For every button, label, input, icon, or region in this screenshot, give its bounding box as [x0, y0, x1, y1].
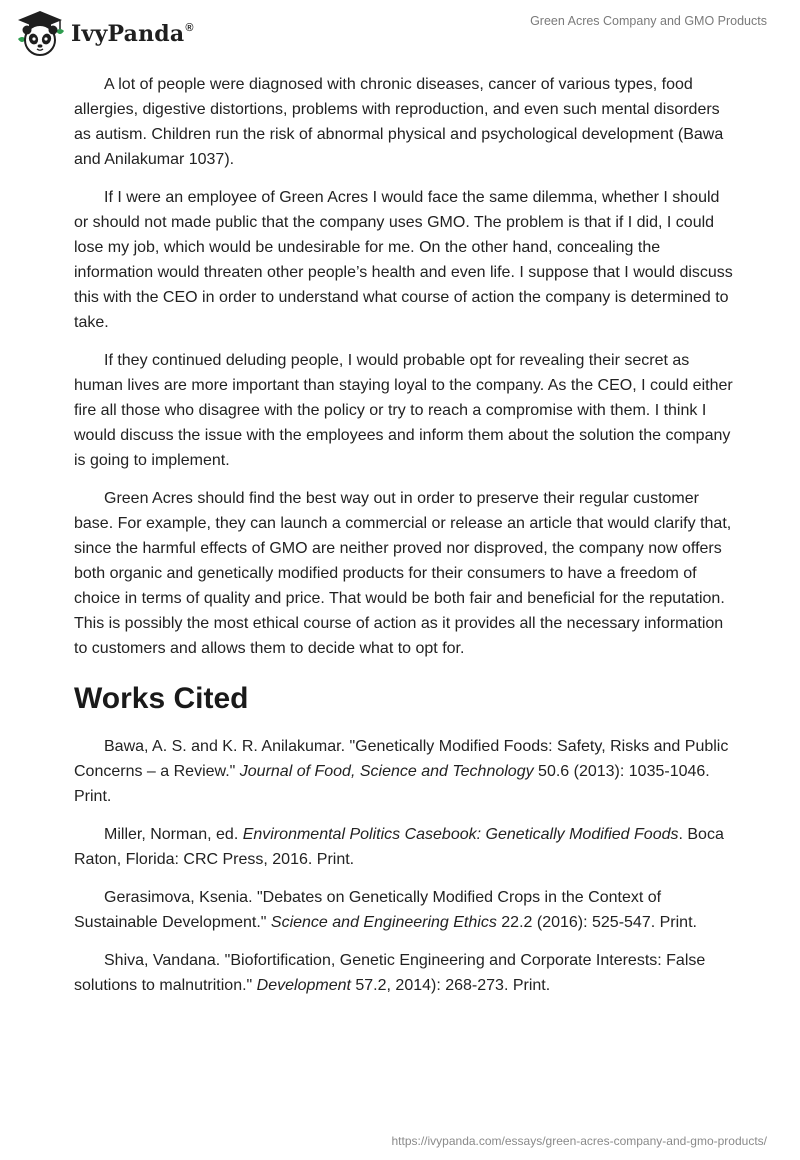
- ivypanda-logo[interactable]: [16, 9, 194, 57]
- citation-entry: [74, 822, 734, 872]
- page-header: [0, 0, 800, 60]
- essay-body: [74, 72, 734, 1011]
- citation-details: 57.2, 2014): 268-273. Print.: [350, 977, 551, 994]
- citation-text: Gerasimova, Ksenia. "Debates on Genetically Modified Crops in the Context of Sustainable Development.": [74, 889, 662, 931]
- citation-text: Miller, Norman, ed.: [104, 826, 243, 843]
- body-paragraph: If they continued deluding people, I would probable opt for revealing their secret as human lives are more important than staying loyal to the company. As the CEO, I could either fire all those who disagree with the policy or try to reach a compromise with them. I think I would discuss the issue with the employees and inform them about the solution the company is going to implement.: [74, 352, 733, 469]
- citation-source-title: Journal of Food, Science and Technology: [239, 763, 534, 780]
- citation-details: 50.6 (2013): 1035-1046. Print.: [74, 763, 710, 805]
- panda-graduate-icon: [16, 9, 64, 57]
- citation-details: . Boca Raton, Florida: CRC Press, 2016. Print.: [74, 826, 724, 868]
- citation-source-title: Science and Engineering Ethics: [270, 914, 497, 931]
- source-url[interactable]: https://ivypanda.com/essays/green-acres-company-and-gmo-products/: [391, 1134, 767, 1148]
- citation-details: 22.2 (2016): 525-547. Print.: [496, 914, 697, 931]
- brand-name: IvyPanda®: [71, 21, 194, 47]
- document-title: Green Acres Company and GMO Products: [530, 14, 767, 28]
- body-paragraph: Green Acres should find the best way out in order to preserve their regular customer base. For example, they can launch a commercial or release an article that would clarify that, since the harmful effects of GMO are neither proved nor disproved, the company now offers both organic and genetically modified products for their consumers to have a freedom of choice in terms of quality and price. That would be both fair and beneficial for the reputation. This is possibly the most ethical course of action as it provides all the necessary information to customers and allows them to decide what to opt for.: [74, 490, 732, 657]
- citation-text: Bawa, A. S. and K. R. Anilakumar. "Genetically Modified Foods: Safety, Risks and Public Concerns – a Review.": [74, 738, 729, 780]
- citation-source-title: Environmental Politics Casebook: Genetically Modified Foods: [242, 826, 679, 843]
- citation-entry: [74, 885, 734, 935]
- body-paragraph: A lot of people were diagnosed with chronic diseases, cancer of various types, food allergies, digestive distortions, problems with reproduction, and even such mental disorders as autism. Children run the risk of abnormal physical and psychological development (Bawa and Anilakumar 1037).: [74, 76, 724, 168]
- citation-entry: [74, 734, 734, 809]
- citation-source-title: Development: [256, 977, 351, 994]
- citation-text: Shiva, Vandana. "Biofortification, Genetic Engineering and Corporate Interests: False solutions to malnutrition.": [74, 952, 706, 994]
- registered-mark: ®: [185, 22, 194, 34]
- citation-entry: [74, 948, 734, 998]
- body-paragraph: If I were an employee of Green Acres I would face the same dilemma, whether I should or should not made public that the company uses GMO. The problem is that if I did, I could lose my job, which would be undesirable for me. On the other hand, concealing the information would threaten other people’s health and even life. I suppose that I would discuss this with the CEO in order to understand what course of action the company is determined to take.: [74, 189, 733, 331]
- works-cited-heading: Works Cited: [74, 682, 249, 715]
